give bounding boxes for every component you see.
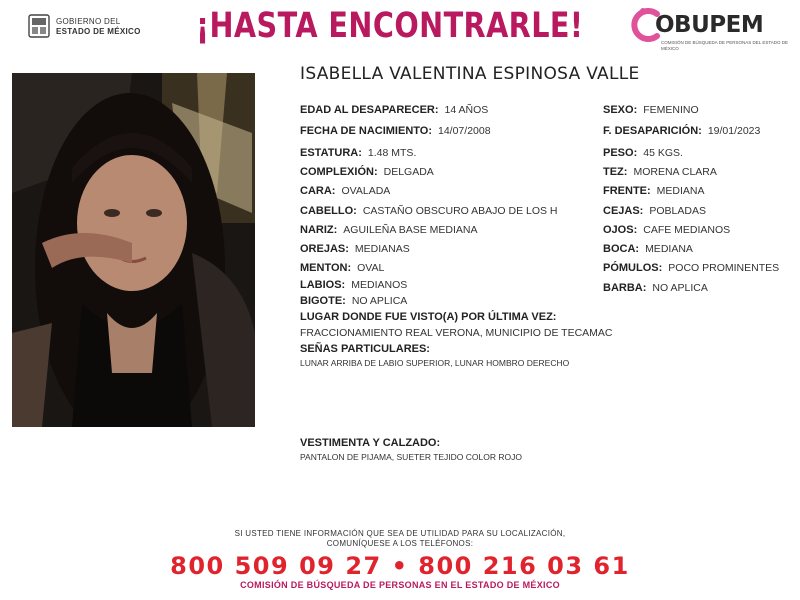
field-label: CABELLO:	[300, 205, 357, 217]
field-value: DELGADA	[383, 166, 434, 178]
field-value: MEDIANA	[645, 243, 693, 255]
cobupem-wordmark: OBUPEM	[655, 12, 764, 38]
field-label: ESTATURA:	[300, 147, 362, 159]
field-edad	[300, 103, 488, 117]
gov-line1: GOBIERNO DEL	[56, 17, 121, 26]
field-label: CEJAS:	[603, 205, 644, 217]
field-frente	[603, 184, 705, 198]
senas-label: SEÑAS PARTICULARES:	[300, 343, 430, 355]
field-sexo	[603, 103, 699, 117]
person-photo	[12, 73, 255, 427]
field-value: AGUILEÑA BASE MEDIANA	[343, 224, 478, 236]
field-value: 1.48 MTS.	[367, 147, 417, 159]
field-value: MEDIANOS	[351, 279, 408, 291]
field-tez	[603, 165, 717, 179]
field-value: OVALADA	[341, 185, 391, 197]
field-value: 14/07/2008	[438, 125, 491, 137]
field-value: 45 KGS.	[643, 147, 683, 159]
field-value: POBLADAS	[649, 205, 706, 217]
field-value: 19/01/2023	[707, 125, 761, 137]
field-label: TEZ:	[603, 166, 628, 178]
field-value: POCO PROMINENTES	[668, 262, 780, 274]
field-labios	[300, 278, 407, 292]
field-menton	[300, 261, 384, 275]
field-nariz	[300, 223, 478, 237]
field-bigote	[300, 294, 407, 308]
field-value: FEMENINO	[643, 104, 699, 116]
field-label: LABIOS:	[300, 279, 346, 291]
field-label: COMPLEXIÓN:	[300, 166, 378, 178]
field-value: MEDIANA	[656, 185, 705, 197]
person-name: ISABELLA VALENTINA ESPINOSA VALLE	[300, 64, 640, 84]
field-ojos	[603, 223, 730, 237]
vestimenta-value: PANTALON DE PIJAMA, SUETER TEJIDO COLOR ROJO	[300, 452, 522, 462]
field-value: 14 AÑOS	[444, 104, 489, 116]
field-value: CAFE MEDIANOS	[643, 224, 731, 236]
gov-logo	[28, 14, 141, 40]
lugar-value: FRACCIONAMIENTO REAL VERONA, MUNICIPIO DE TECAMAC	[300, 327, 613, 339]
field-label: OREJAS:	[300, 243, 349, 255]
field-value: MORENA CLARA	[633, 166, 717, 178]
field-label: PESO:	[603, 147, 638, 159]
field-label: PÓMULOS:	[603, 262, 663, 274]
state-shield-icon	[28, 14, 50, 40]
field-label: OJOS:	[603, 224, 638, 236]
field-label: FECHA DE NACIMIENTO:	[300, 125, 432, 137]
field-label: F. DESAPARICIÓN:	[603, 125, 702, 137]
field-boca	[603, 242, 693, 256]
field-cejas	[603, 204, 706, 218]
cobupem-logo	[627, 6, 792, 52]
field-value: OVAL	[357, 262, 385, 274]
field-estatura	[300, 146, 416, 160]
info-line-1: SI USTED TIENE INFORMACIÓN QUE SEA DE UTILIDAD PARA SU LOCALIZACIÓN,	[234, 529, 566, 538]
field-cara	[300, 184, 390, 198]
field-label: SEXO:	[603, 104, 638, 116]
field-cabello	[300, 204, 558, 218]
field-value: CASTAÑO OBSCURO ABAJO DE LOS H	[362, 205, 558, 217]
field-label: MENTON:	[300, 262, 352, 274]
field-label: FRENTE:	[603, 185, 651, 197]
field-value: MEDIANAS	[354, 243, 410, 255]
commission-name: COMISIÓN DE BÚSQUEDA DE PERSONAS EN EL ESTADO DE MÉXICO	[240, 580, 560, 590]
field-barba	[603, 281, 708, 295]
field-nacimiento	[300, 124, 491, 138]
cobupem-subtitle: COMISIÓN DE BÚSQUEDA DE PERSONAS DEL ESTADO DE MÉXICO	[661, 40, 789, 51]
field-pomulos	[603, 261, 779, 275]
field-label: BOCA:	[603, 243, 640, 255]
field-label: BARBA:	[603, 282, 647, 294]
senas-value: LUNAR ARRIBA DE LABIO SUPERIOR, LUNAR HOMBRO DERECHO	[300, 358, 570, 368]
field-label: CARA:	[300, 185, 336, 197]
vestimenta-label: VESTIMENTA Y CALZADO:	[300, 437, 441, 449]
field-peso	[603, 146, 683, 160]
field-label: EDAD AL DESAPARECER:	[300, 104, 439, 116]
info-line-2: COMUNÍQUESE A LOS TELÉFONOS:	[326, 539, 474, 548]
field-f-desaparicion	[603, 124, 760, 138]
field-label: BIGOTE:	[300, 295, 346, 307]
field-orejas	[300, 242, 410, 256]
lugar-label: LUGAR DONDE FUE VISTO(A) POR ÚLTIMA VEZ:	[300, 311, 557, 323]
phone-numbers: 800 509 09 27 • 800 216 03 61	[170, 552, 630, 580]
field-label: NARIZ:	[300, 224, 338, 236]
field-value: NO APLICA	[652, 282, 708, 294]
headline: ¡HASTA ENCONTRARLE!	[196, 6, 584, 46]
field-complexion	[300, 165, 434, 179]
gov-line2: ESTADO DE MÉXICO	[56, 27, 141, 36]
field-value: NO APLICA	[351, 295, 408, 307]
